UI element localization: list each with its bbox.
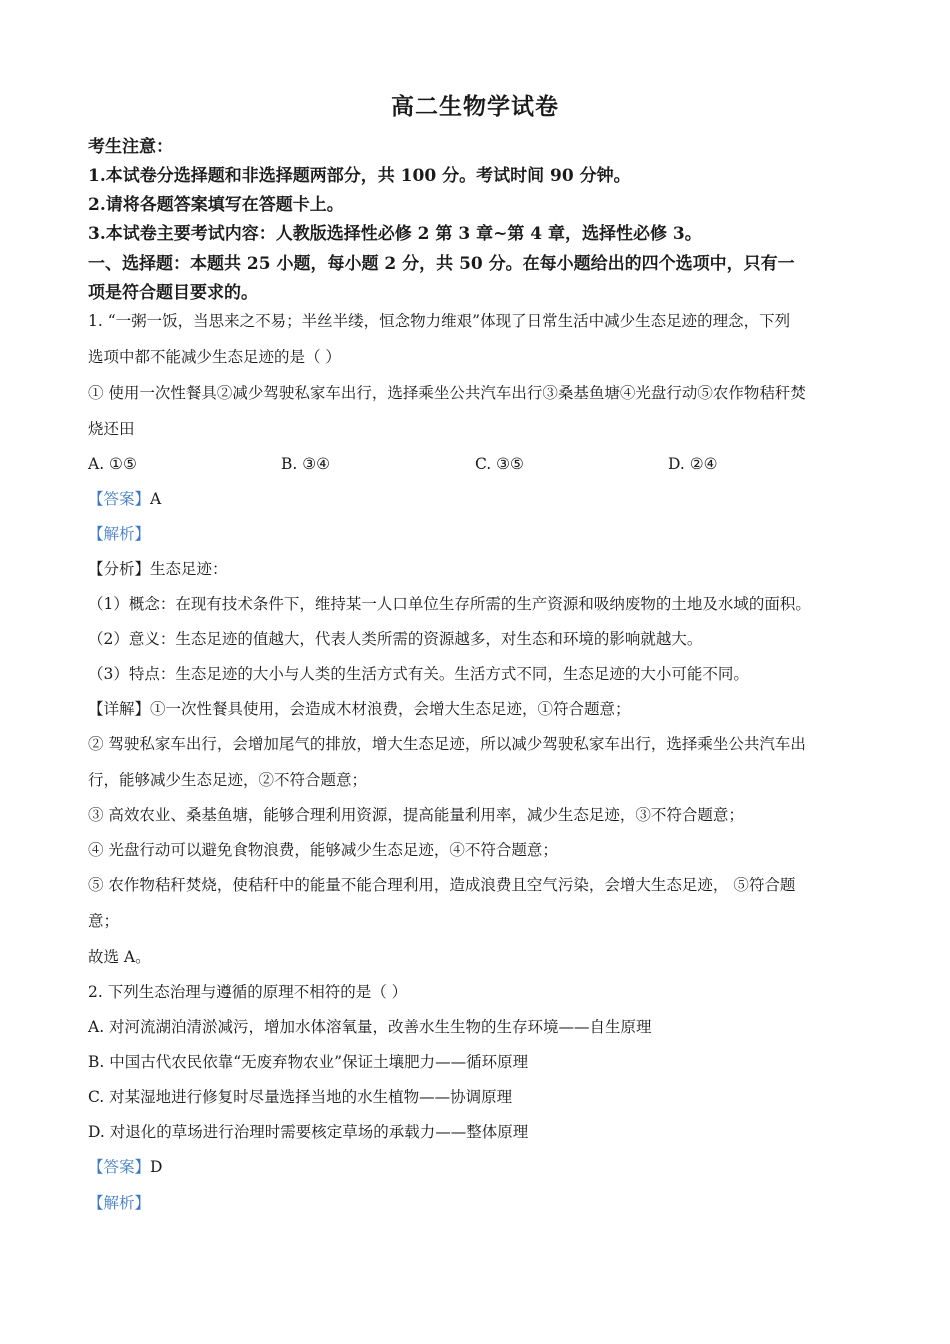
- q2-option-a: A. 对河流湖泊清淤减污，增加水体溶氧量，改善水生生物的生存环境——自生原理: [88, 1018, 652, 1036]
- q1-point-2: （2）意义：生态足迹的值越大，代表人类所需的资源越多，对生态和环境的影响就越大。: [88, 630, 703, 648]
- notice-heading: 考生注意：: [88, 137, 173, 157]
- q2-option-c: C. 对某湿地进行修复时尽量选择当地的水生植物——协调原理: [88, 1088, 513, 1106]
- q1-items-line-1: ① 使用一次性餐具②减少驾驶私家车出行，选择乘坐公共汽车出行③桑基鱼塘④光盘行动⑤农作物秸秆焚: [88, 384, 806, 402]
- q1-fenxi: [88, 558, 868, 580]
- q1-answer: [88, 488, 868, 510]
- section-heading-line-2: 项是符合题目要求的。: [88, 283, 258, 303]
- q1-point-1: （1）概念：在现有技术条件下，维持某一人口单位生存所需的生产资源和吸纳废物的土地及水域的面积。: [88, 595, 811, 613]
- answer-tag: 【答案】: [88, 1158, 151, 1176]
- detail-tag: 【详解】: [88, 700, 151, 718]
- section-heading-line-1: 一、选择题：本题共 25 小题，每小题 2 分，共 50 分。在每小题给出的四个选项中，只有一: [88, 254, 795, 274]
- notice-item-1: 1.本试卷分选择题和非选择题两部分，共 100 分。考试时间 90 分钟。: [88, 166, 631, 186]
- q1-detail-1: [88, 698, 868, 720]
- q1-option-c: C. ③⑤: [475, 455, 524, 473]
- fenxi-text: 生态足迹：: [150, 560, 228, 578]
- q1-items-line-2: 烧还田: [88, 420, 135, 438]
- q2-option-d: D. 对退化的草场进行治理时需要核定草场的承载力——整体原理: [88, 1123, 529, 1141]
- q1-detail-2a: ② 驾驶私家车出行，会增加尾气的排放，增大生态足迹，所以减少驾驶私家车出行，选择乘坐公共汽车出: [88, 735, 806, 753]
- q1-detail-3: ③ 高效农业、桑基鱼塘，能够合理利用资源，提高能量利用率，减少生态足迹，③不符合题意；: [88, 806, 744, 824]
- notice-item-3: 3.本试卷主要考试内容：人教版选择性必修 2 第 3 章~第 4 章，选择性必修 3。: [88, 224, 702, 244]
- fenxi-tag: 【分析】: [88, 560, 151, 578]
- q1-option-b: B. ③④: [281, 455, 331, 473]
- detail-text-1: ①一次性餐具使用，会造成木材浪费，会增大生态足迹，①符合题意；: [150, 700, 631, 718]
- q1-stem-line-2: 选项中都不能减少生态足迹的是（ ）: [88, 348, 341, 366]
- q2-analysis-tag: 【解析】: [88, 1194, 151, 1212]
- notice-item-2: 2.请将各题答案填写在答题卡上。: [88, 195, 344, 215]
- q1-detail-4: ④ 光盘行动可以避免食物浪费，能够减少生态足迹，④不符合题意；: [88, 841, 558, 859]
- answer-value: D: [150, 1158, 163, 1176]
- q1-option-d: D. ②④: [668, 455, 718, 473]
- q1-analysis-tag: 【解析】: [88, 525, 151, 543]
- answer-tag: 【答案】: [88, 490, 151, 508]
- answer-value: A: [150, 490, 162, 508]
- q1-stem-line-1: 1. “一粥一饭，当思来之不易；半丝半缕，恒念物力维艰”体现了日常生活中减少生态足迹的理念，下列: [88, 312, 791, 330]
- q2-option-b: B. 中国古代农民依靠“无废弃物农业”保证土壤肥力——循环原理: [88, 1053, 529, 1071]
- q1-detail-5a: ⑤ 农作物秸秆焚烧，使秸秆中的能量不能合理利用，造成浪费且空气污染，会增大生态足迹， ⑤符合题: [88, 876, 796, 894]
- q2-answer: [88, 1156, 868, 1178]
- q1-option-a: A. ①⑤: [88, 455, 137, 473]
- page-title: 高二生物学试卷: [391, 93, 559, 120]
- q1-point-3: （3）特点：生态足迹的大小与人类的生活方式有关。生活方式不同，生态足迹的大小可能不同。: [88, 665, 749, 683]
- q1-detail-2b: 行，能够减少生态足迹，②不符合题意；: [88, 771, 368, 789]
- q1-conclusion: 故选 A。: [88, 948, 151, 966]
- q2-stem: 2. 下列生态治理与遵循的原理不相符的是（ ）: [88, 983, 408, 1001]
- q1-detail-5b: 意；: [88, 912, 120, 930]
